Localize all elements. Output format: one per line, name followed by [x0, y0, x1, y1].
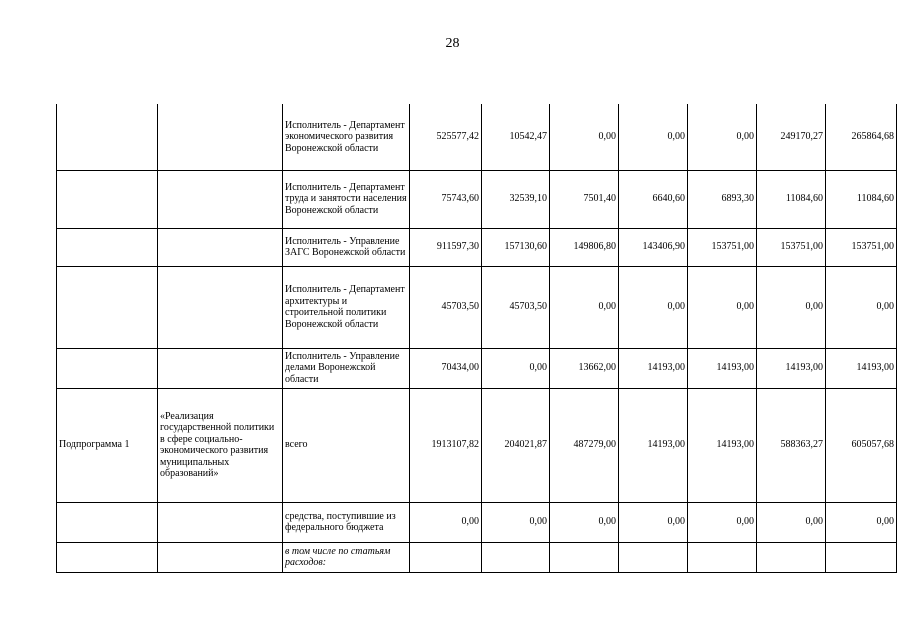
amount-cell: 0,00 — [550, 104, 619, 170]
amount-cell: 487279,00 — [550, 388, 619, 502]
amount-cell: 157130,60 — [482, 228, 550, 266]
amount-cell: 0,00 — [550, 266, 619, 348]
table-row — [57, 266, 897, 348]
amount-cell: 75743,60 — [410, 170, 482, 228]
amount-cell: 153751,00 — [757, 228, 826, 266]
amount-cell: 143406,90 — [619, 228, 688, 266]
amount-cell: 0,00 — [826, 266, 897, 348]
table-row — [57, 502, 897, 542]
amount-cell: 7501,40 — [550, 170, 619, 228]
amount-cell — [619, 542, 688, 572]
amount-cell: 32539,10 — [482, 170, 550, 228]
subprogram-cell — [57, 502, 158, 542]
amount-cell: 0,00 — [550, 502, 619, 542]
amount-cell: 11084,60 — [826, 170, 897, 228]
program-name-cell — [158, 104, 283, 170]
amount-cell: 70434,00 — [410, 348, 482, 388]
amount-cell: 0,00 — [482, 348, 550, 388]
amount-cell: 11084,60 — [757, 170, 826, 228]
amount-cell — [550, 542, 619, 572]
amount-cell: 0,00 — [757, 502, 826, 542]
amount-cell: 525577,42 — [410, 104, 482, 170]
table-row — [57, 542, 897, 572]
amount-cell: 911597,30 — [410, 228, 482, 266]
amount-cell: 14193,00 — [619, 388, 688, 502]
funding-source-cell: всего — [283, 388, 410, 502]
amount-cell: 0,00 — [482, 502, 550, 542]
funding-source-cell: средства, поступившие из федерального бюджета — [283, 502, 410, 542]
program-name-cell: «Реализация государственной политики в сфере социально-экономического развития муниципальных образований» — [158, 388, 283, 502]
table-row — [57, 348, 897, 388]
amount-cell: 0,00 — [688, 104, 757, 170]
page-number: 28 — [445, 36, 460, 51]
funding-source-cell: Исполнитель - Департамент архитектуры и строительной политики Воронежской области — [283, 266, 410, 348]
subprogram-cell — [57, 348, 158, 388]
program-name-cell — [158, 542, 283, 572]
amount-cell: 45703,50 — [482, 266, 550, 348]
funding-source-cell: Исполнитель - Департамент труда и занятости населения Воронежской области — [283, 170, 410, 228]
amount-cell: 0,00 — [619, 502, 688, 542]
budget-table-body — [57, 104, 897, 572]
amount-cell: 153751,00 — [688, 228, 757, 266]
subprogram-cell — [57, 228, 158, 266]
amount-cell: 149806,80 — [550, 228, 619, 266]
amount-cell — [826, 542, 897, 572]
amount-cell: 14193,00 — [688, 388, 757, 502]
table-row — [57, 170, 897, 228]
amount-cell: 14193,00 — [688, 348, 757, 388]
program-name-cell — [158, 266, 283, 348]
amount-cell: 0,00 — [826, 502, 897, 542]
amount-cell: 153751,00 — [826, 228, 897, 266]
table-row — [57, 388, 897, 502]
amount-cell — [410, 542, 482, 572]
amount-cell — [757, 542, 826, 572]
amount-cell: 588363,27 — [757, 388, 826, 502]
funding-source-cell: Исполнитель - Управление ЗАГС Воронежской области — [283, 228, 410, 266]
amount-cell: 0,00 — [688, 502, 757, 542]
budget-table — [56, 104, 897, 573]
program-name-cell — [158, 348, 283, 388]
subprogram-cell: Подпрограмма 1 — [57, 388, 158, 502]
amount-cell: 10542,47 — [482, 104, 550, 170]
program-name-cell — [158, 502, 283, 542]
funding-source-cell: Исполнитель - Управление делами Воронежской области — [283, 348, 410, 388]
amount-cell: 265864,68 — [826, 104, 897, 170]
amount-cell: 45703,50 — [410, 266, 482, 348]
funding-source-cell: в том числе по статьям расходов: — [283, 542, 410, 572]
program-name-cell — [158, 170, 283, 228]
table-row — [57, 104, 897, 170]
amount-cell: 0,00 — [688, 266, 757, 348]
amount-cell: 0,00 — [757, 266, 826, 348]
subprogram-cell — [57, 542, 158, 572]
table-row — [57, 228, 897, 266]
amount-cell: 0,00 — [619, 104, 688, 170]
amount-cell: 14193,00 — [826, 348, 897, 388]
subprogram-cell — [57, 170, 158, 228]
amount-cell: 6893,30 — [688, 170, 757, 228]
amount-cell — [482, 542, 550, 572]
funding-source-cell: Исполнитель - Департамент экономического развития Воронежской области — [283, 104, 410, 170]
amount-cell: 0,00 — [619, 266, 688, 348]
amount-cell: 605057,68 — [826, 388, 897, 502]
amount-cell: 1913107,82 — [410, 388, 482, 502]
amount-cell: 14193,00 — [619, 348, 688, 388]
amount-cell: 14193,00 — [757, 348, 826, 388]
amount-cell: 204021,87 — [482, 388, 550, 502]
amount-cell: 13662,00 — [550, 348, 619, 388]
amount-cell: 6640,60 — [619, 170, 688, 228]
amount-cell — [688, 542, 757, 572]
subprogram-cell — [57, 104, 158, 170]
program-name-cell — [158, 228, 283, 266]
amount-cell: 0,00 — [410, 502, 482, 542]
amount-cell: 249170,27 — [757, 104, 826, 170]
subprogram-cell — [57, 266, 158, 348]
